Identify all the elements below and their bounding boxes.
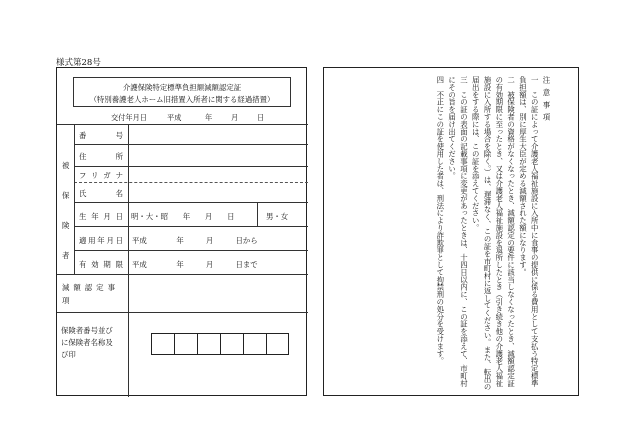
birth-date-label: 生年月日	[79, 212, 123, 221]
issue-date-day: 日	[257, 113, 265, 122]
number-label: 番号	[79, 131, 123, 140]
notes-title: 注意事項	[542, 76, 551, 126]
insurer-digit-box	[220, 334, 221, 354]
insurer-number-boxes	[151, 333, 289, 355]
name-label: 氏名	[79, 189, 123, 198]
certificate-table	[57, 124, 308, 397]
insurer-digit-box	[197, 334, 198, 354]
row-divider	[57, 312, 308, 313]
notes-card	[323, 67, 579, 396]
reduction-label: 減額認定事項	[62, 283, 119, 305]
insurer-digit-box	[266, 334, 267, 354]
insurer-label-3: び印	[61, 350, 76, 359]
insurer-label-2: に保険者名称及	[61, 338, 113, 347]
insured-label-4: 者	[62, 251, 70, 260]
applicable-date-label: 適用年月日	[79, 236, 123, 245]
note-item: 二 被保険者の資格がなくなったとき、減額認定の要件に該当しなくなったとき、減額認定証の有効期限に至ったとき、又は介護老人福祉施設を退所したとき（引き続き他の介護老人福祉施設に入所する場合を除く。）は、遅滞なく、この証を市町村に返してください。また、転出の届出をする際には、この証を添えてください。	[471, 76, 516, 391]
furigana-label: フリガナ	[79, 171, 123, 180]
label-column-divider	[128, 124, 129, 397]
row-divider	[74, 144, 308, 145]
notes-text	[434, 76, 552, 394]
insured-label-2: 保	[62, 191, 70, 200]
certificate-card	[56, 67, 307, 396]
row-divider	[74, 202, 308, 203]
issue-date-label: 交付年月日	[111, 113, 147, 122]
row-divider	[57, 274, 308, 275]
insurer-label-1: 保険者番号並び	[61, 326, 113, 335]
issue-date-year: 年	[205, 113, 213, 122]
row-divider	[74, 226, 308, 227]
note-item: 三 この証の表面の記載事項に変更があったときは、十四日以内に、この証を添えて、市町村にその旨を届け出てください。	[447, 76, 469, 387]
address-label: 住所	[79, 152, 123, 161]
issue-date-era: 平成	[167, 113, 182, 122]
insured-label-1: 被	[62, 161, 70, 170]
form-number: 様式第28号	[56, 58, 101, 68]
applicable-date-value: 平成 年 月 日から	[132, 236, 258, 245]
insured-label-3: 険	[62, 221, 70, 230]
issue-date-month: 月	[231, 113, 239, 122]
insurer-digit-box	[174, 334, 175, 354]
sex-value: 男・女	[266, 212, 289, 221]
furigana-divider	[74, 182, 308, 183]
valid-until-value: 平成 年 月 日まで	[132, 260, 258, 269]
valid-until-label: 有効期限	[79, 260, 123, 269]
certificate-subtitle: （特別養護老人ホーム旧措置入所者に関する経過措置）	[89, 95, 275, 104]
note-item: 一 この証によって介護老人福祉施設に入所中に食事の提供に係る費用として支払う特定標準負担額は、別に厚生大臣が定める減額された額になります。	[518, 76, 540, 387]
group-column-divider	[74, 124, 75, 274]
birth-date-value: 明・大・昭 年 月 日	[131, 212, 235, 221]
certificate-title: 介護保険特定標準負担額減額認定証	[122, 83, 242, 92]
title-box	[73, 77, 291, 107]
sex-column-divider	[257, 202, 258, 226]
table-top-border	[57, 124, 308, 125]
row-divider	[74, 250, 308, 251]
note-item: 四 不正にこの証を使用した者は、刑法により詐欺罪として拘禁刑の処分を受けます。	[435, 76, 445, 365]
insurer-digit-box	[243, 334, 244, 354]
row-divider	[74, 166, 308, 167]
